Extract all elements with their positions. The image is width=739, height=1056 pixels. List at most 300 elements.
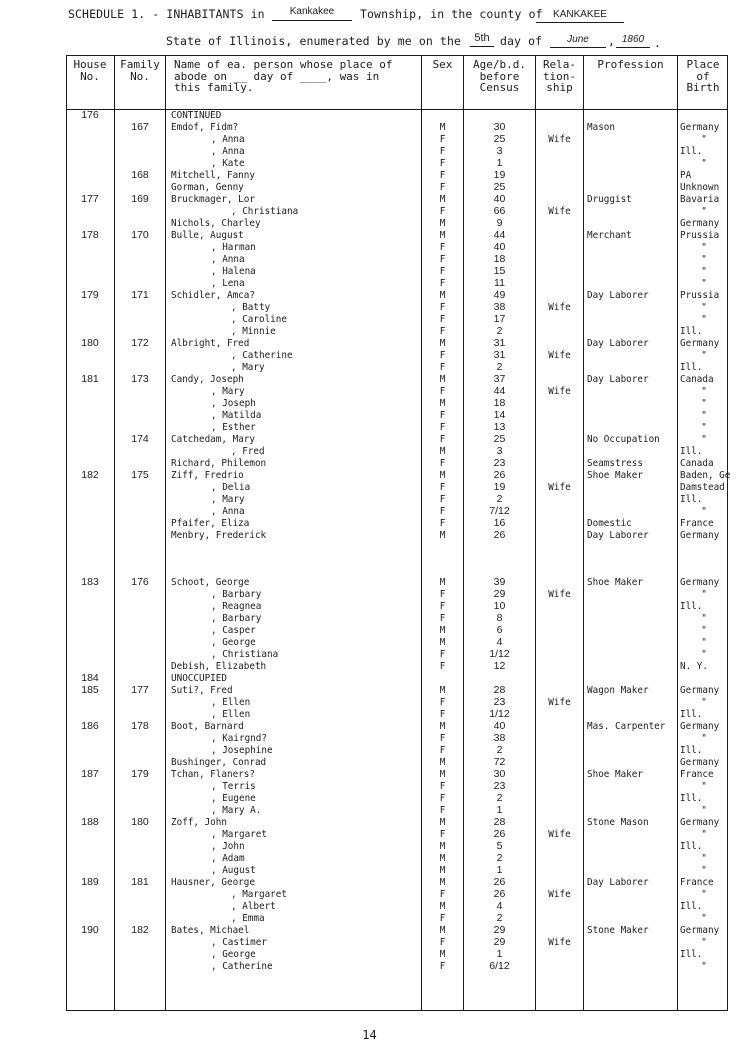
cell-name: , Josephine [211, 745, 273, 756]
cell-profession: Shoe Maker [587, 769, 643, 780]
cell-birth: " [701, 865, 707, 876]
col-divider [583, 55, 584, 1011]
cell-age: 7/12 [489, 505, 510, 517]
cell-sex: M [439, 925, 446, 936]
cell-birth: " [701, 697, 707, 708]
cell-name: Tchan, Flaners? [171, 769, 255, 780]
cell-birth: " [701, 134, 707, 145]
cell-birth: Ill. [680, 745, 703, 756]
cell-sex: F [439, 434, 446, 445]
cell-house: 183 [81, 576, 99, 588]
cell-name: Albright, Fred [171, 338, 250, 349]
cell-birth: Germany [680, 757, 720, 768]
cell-relation: Wife [548, 829, 571, 840]
cell-age: 38 [493, 301, 506, 313]
cell-birth: " [701, 961, 707, 972]
cell-name: , Anna [211, 134, 245, 145]
cell-sex: M [439, 769, 446, 780]
cell-age: 23 [493, 457, 506, 469]
cell-birth: Ill. [680, 841, 703, 852]
day-underline [470, 46, 494, 47]
year-underline [616, 47, 650, 48]
cell-name: , Barbary [211, 613, 262, 624]
cell-profession: Stone Mason [587, 817, 649, 828]
cell-birth: " [701, 266, 707, 277]
cell-sex: F [439, 158, 446, 169]
cell-profession: Day Laborer [587, 338, 649, 349]
cell-age: 2 [496, 912, 503, 924]
cell-family: 176 [131, 576, 149, 588]
cell-birth: " [701, 254, 707, 265]
cell-birth: Bavaria [680, 194, 720, 205]
cell-name: , Ellen [211, 709, 251, 720]
cell-name: , Anna [211, 146, 245, 157]
cell-age: 4 [496, 900, 503, 912]
cell-name: Mitchell, Fanny [171, 170, 255, 181]
cell-name: , Barbary [211, 589, 262, 600]
cell-name: Richard, Philemon [171, 458, 267, 469]
cell-sex: M [439, 841, 446, 852]
cell-age: 2 [496, 361, 503, 373]
cell-birth: France [680, 518, 714, 529]
cell-sex: F [439, 613, 446, 624]
cell-name: , Minnie [231, 326, 276, 337]
cell-house: 188 [81, 816, 99, 828]
day-value: 5th [474, 32, 490, 44]
cell-sex: F [439, 506, 446, 517]
cell-name: Bulle, August [171, 230, 244, 241]
cell-age: 1 [496, 864, 503, 876]
col-header-age: Age/b.d. before Census [473, 58, 526, 94]
cell-family: 180 [131, 816, 149, 828]
cell-house: 176 [81, 109, 99, 121]
cell-sex: M [439, 637, 446, 648]
cell-house: 184 [81, 672, 99, 684]
cell-age: 3 [496, 145, 503, 157]
cell-age: 29 [493, 936, 506, 948]
cell-age: 31 [493, 349, 506, 361]
cell-name: , Christiana [231, 206, 299, 217]
cell-birth: " [701, 637, 707, 648]
cell-age: 13 [493, 421, 506, 433]
cell-name: , Christiana [211, 649, 279, 660]
cell-age: 31 [493, 337, 506, 349]
cell-age: 8 [496, 612, 503, 624]
cell-sex: M [439, 218, 446, 229]
cell-relation: Wife [548, 134, 571, 145]
cell-age: 72 [493, 756, 506, 768]
cell-age: 44 [493, 385, 506, 397]
cell-profession: Stone Maker [587, 925, 649, 936]
cell-sex: F [439, 242, 446, 253]
cell-house: 189 [81, 876, 99, 888]
cell-age: 2 [496, 792, 503, 804]
cell-sex: F [439, 482, 446, 493]
cell-sex: M [439, 901, 446, 912]
cell-age: 1 [496, 948, 503, 960]
cell-birth: Ill. [680, 362, 703, 373]
header-comma: , [608, 34, 616, 48]
county-underline [536, 22, 624, 23]
cell-birth: " [701, 937, 707, 948]
cell-house: 178 [81, 229, 99, 241]
cell-name: Emdof, Fidm? [171, 122, 239, 133]
cell-age: 37 [493, 373, 506, 385]
cell-sex: F [439, 206, 446, 217]
cell-name: , Ellen [211, 697, 251, 708]
cell-age: 2 [496, 325, 503, 337]
cell-sex: M [439, 290, 446, 301]
cell-name: , Mary [211, 386, 245, 397]
cell-name: , Mary A. [211, 805, 262, 816]
cell-profession: Day Laborer [587, 877, 649, 888]
header-township-label: Township, in the county of [360, 7, 543, 21]
cell-sex: F [439, 733, 446, 744]
cell-age: 16 [493, 517, 506, 529]
cell-sex: M [439, 853, 446, 864]
cell-family: 171 [131, 289, 149, 301]
cell-age: 30 [493, 768, 506, 780]
cell-sex: F [439, 134, 446, 145]
cell-birth: Ill. [680, 601, 703, 612]
cell-birth: Ill. [680, 901, 703, 912]
cell-sex: F [439, 494, 446, 505]
cell-birth: Prussia [680, 230, 720, 241]
cell-sex: F [439, 146, 446, 157]
cell-age: 18 [493, 253, 506, 265]
cell-birth: Prussia [680, 290, 720, 301]
cell-age: 11 [494, 277, 505, 289]
cell-birth: " [701, 506, 707, 517]
cell-house: 187 [81, 768, 99, 780]
cell-name: , August [211, 865, 256, 876]
cell-birth: Ill. [680, 326, 703, 337]
cell-birth: Ill. [680, 949, 703, 960]
cell-birth: " [701, 242, 707, 253]
cell-sex: M [439, 577, 446, 588]
header-state-label: State of Illinois, enumerated by me on the [166, 34, 461, 48]
cell-sex: F [439, 829, 446, 840]
cell-name: , Catherine [211, 961, 273, 972]
cell-relation: Wife [548, 350, 571, 361]
cell-name: Bates, Michael [171, 925, 250, 936]
col-divider [165, 55, 166, 1011]
cell-birth: Ill. [680, 709, 703, 720]
cell-birth: " [701, 853, 707, 864]
cell-name: , Eugene [211, 793, 256, 804]
cell-sex: M [439, 530, 446, 541]
cell-family: 170 [131, 229, 149, 241]
cell-sex: M [439, 398, 446, 409]
cell-name: Nichols, Charley [171, 218, 261, 229]
col-header-name: Name of ea. person whose place of abode on __ day of ____, was in this family. [174, 58, 393, 94]
cell-name: Gorman, Genny [171, 182, 244, 193]
cell-sex: M [439, 685, 446, 696]
col-header-place-of-birth: Place of Birth [686, 58, 720, 94]
cell-family: 174 [131, 433, 149, 445]
cell-age: 19 [493, 481, 506, 493]
cell-sex: F [439, 649, 446, 660]
col-divider [114, 55, 115, 1011]
cell-age: 44 [493, 229, 506, 241]
cell-birth: " [701, 350, 707, 361]
header-period: . [654, 36, 662, 50]
cell-name: Schidler, Amca? [171, 290, 255, 301]
cell-sex: F [439, 913, 446, 924]
cell-birth: France [680, 877, 714, 888]
cell-name: Zoff, John [171, 817, 227, 828]
cell-sex: F [439, 961, 446, 972]
cell-birth: Germany [680, 530, 720, 541]
cell-sex: M [439, 338, 446, 349]
cell-birth: Damstead [680, 482, 725, 493]
cell-name: , Matilda [211, 410, 262, 421]
cell-birth: " [701, 278, 707, 289]
cell-age: 2 [496, 493, 503, 505]
cell-age: 25 [493, 181, 506, 193]
cell-family: 177 [131, 684, 149, 696]
cell-name: , Anna [211, 254, 245, 265]
cell-name: , George [211, 949, 256, 960]
cell-age: 6/12 [489, 960, 510, 972]
cell-name: UNOCCUPIED [171, 673, 227, 684]
cell-sex: F [439, 889, 446, 900]
cell-birth: " [701, 398, 707, 409]
cell-name: , Batty [231, 302, 271, 313]
cell-name: Boot, Barnard [171, 721, 244, 732]
cell-profession: Day Laborer [587, 530, 649, 541]
cell-sex: F [439, 745, 446, 756]
cell-family: 167 [131, 121, 149, 133]
col-header-house: House No. [73, 58, 107, 83]
cell-age: 28 [493, 816, 506, 828]
cell-house: 190 [81, 924, 99, 936]
cell-birth: Canada [680, 374, 714, 385]
cell-name: , Fred [231, 446, 265, 457]
cell-name: Pfaifer, Eliza [171, 518, 250, 529]
cell-birth: " [701, 805, 707, 816]
cell-sex: F [439, 937, 446, 948]
cell-age: 26 [493, 469, 506, 481]
cell-name: , Delia [211, 482, 251, 493]
cell-age: 4 [496, 636, 503, 648]
cell-sex: M [439, 625, 446, 636]
month-value: June [567, 34, 589, 45]
township-value: Kankakee [289, 6, 335, 17]
cell-birth: " [701, 829, 707, 840]
cell-profession: Domestic [587, 518, 632, 529]
cell-sex: F [439, 350, 446, 361]
cell-sex: M [439, 122, 446, 133]
cell-family: 182 [131, 924, 149, 936]
census-table [66, 55, 731, 1011]
cell-birth: Baden, Ge [680, 470, 731, 481]
cell-age: 12 [493, 660, 506, 672]
cell-birth: " [701, 733, 707, 744]
cell-birth: " [701, 422, 707, 433]
cell-sex: F [439, 278, 446, 289]
cell-name: , Joseph [211, 398, 256, 409]
cell-birth: " [701, 314, 707, 325]
cell-age: 38 [493, 732, 506, 744]
cell-birth: " [701, 649, 707, 660]
cell-name: , Reagnea [211, 601, 262, 612]
cell-name: , Adam [211, 853, 245, 864]
cell-age: 15 [493, 265, 506, 277]
col-divider [535, 55, 536, 1011]
cell-sex: M [439, 194, 446, 205]
cell-birth: Germany [680, 122, 720, 133]
cell-birth: " [701, 889, 707, 900]
cell-age: 18 [493, 397, 506, 409]
cell-age: 25 [493, 133, 506, 145]
cell-sex: F [439, 518, 446, 529]
cell-age: 66 [493, 205, 506, 217]
county-value: KANKAKEE [553, 9, 607, 20]
cell-sex: F [439, 601, 446, 612]
cell-age: 26 [493, 529, 506, 541]
cell-birth: " [701, 386, 707, 397]
cell-profession: No Occupation [587, 434, 660, 445]
cell-sex: M [439, 817, 446, 828]
cell-sex: M [439, 446, 446, 457]
cell-relation: Wife [548, 889, 571, 900]
cell-age: 10 [493, 600, 506, 612]
cell-name: Bushinger, Conrad [171, 757, 267, 768]
cell-birth: Ill. [680, 793, 703, 804]
cell-age: 26 [493, 888, 506, 900]
cell-relation: Wife [548, 386, 571, 397]
cell-age: 23 [493, 696, 506, 708]
cell-relation: Wife [548, 937, 571, 948]
cell-name: Suti?, Fred [171, 685, 233, 696]
cell-birth: " [701, 625, 707, 636]
cell-age: 25 [493, 433, 506, 445]
cell-birth: " [701, 434, 707, 445]
cell-family: 172 [131, 337, 149, 349]
cell-name: , Castimer [211, 937, 267, 948]
cell-name: , Caroline [231, 314, 287, 325]
cell-birth: " [701, 158, 707, 169]
cell-house: 185 [81, 684, 99, 696]
cell-birth: PA [680, 170, 692, 181]
cell-age: 29 [493, 588, 506, 600]
cell-name: , Mary [231, 362, 265, 373]
cell-name: CONTINUED [171, 110, 222, 121]
header-dayof-label: day of [500, 34, 543, 48]
cell-sex: F [439, 386, 446, 397]
cell-birth: Canada [680, 458, 714, 469]
cell-birth: Ill. [680, 146, 703, 157]
cell-birth: Ill. [680, 446, 703, 457]
cell-family: 181 [131, 876, 149, 888]
cell-name: , Albert [231, 901, 276, 912]
cell-profession: Shoe Maker [587, 577, 643, 588]
cell-name: Bruckmager, Lor [171, 194, 255, 205]
cell-sex: F [439, 697, 446, 708]
cell-house: 186 [81, 720, 99, 732]
cell-age: 40 [493, 193, 506, 205]
cell-birth: N. Y. [680, 661, 708, 672]
cell-family: 168 [131, 169, 149, 181]
cell-sex: F [439, 422, 446, 433]
col-header-sex: Sex [432, 58, 453, 71]
cell-birth: " [701, 206, 707, 217]
cell-relation: Wife [548, 589, 571, 600]
cell-name: , John [211, 841, 245, 852]
cell-sex: F [439, 266, 446, 277]
cell-birth: Germany [680, 685, 720, 696]
cell-age: 1 [496, 157, 503, 169]
cell-age: 1 [496, 804, 503, 816]
cell-house: 180 [81, 337, 99, 349]
cell-name: , Mary [211, 494, 245, 505]
page-number: 14 [362, 1028, 377, 1042]
cell-age: 17 [493, 313, 506, 325]
cell-sex: M [439, 230, 446, 241]
cell-name: , George [211, 637, 256, 648]
col-header-relationship: Rela- tion- ship [542, 58, 577, 94]
cell-sex: F [439, 709, 446, 720]
cell-birth: Germany [680, 577, 720, 588]
header-schedule-label: SCHEDULE 1. - INHABITANTS in [68, 7, 265, 21]
cell-name: Catchedam, Mary [171, 434, 255, 445]
cell-family: 169 [131, 193, 149, 205]
cell-sex: F [439, 805, 446, 816]
cell-age: 28 [493, 684, 506, 696]
cell-name: , Catherine [231, 350, 293, 361]
township-underline [272, 20, 352, 21]
cell-age: 19 [493, 169, 506, 181]
cell-name: , Margaret [231, 889, 287, 900]
cell-name: , Anna [211, 506, 245, 517]
cell-age: 29 [493, 924, 506, 936]
cell-birth: France [680, 769, 714, 780]
cell-sex: F [439, 182, 446, 193]
cell-name: , Kate [211, 158, 245, 169]
cell-sex: F [439, 781, 446, 792]
cell-sex: F [439, 302, 446, 313]
cell-sex: F [439, 458, 446, 469]
cell-sex: M [439, 949, 446, 960]
cell-relation: Wife [548, 206, 571, 217]
cell-birth: " [701, 302, 707, 313]
cell-birth: Germany [680, 817, 720, 828]
cell-age: 2 [496, 744, 503, 756]
cell-house: 177 [81, 193, 99, 205]
cell-age: 6 [496, 624, 503, 636]
cell-age: 30 [493, 121, 506, 133]
cell-birth: " [701, 913, 707, 924]
cell-name: Hausner, George [171, 877, 255, 888]
cell-house: 179 [81, 289, 99, 301]
cell-profession: Shoe Maker [587, 470, 643, 481]
cell-relation: Wife [548, 302, 571, 313]
cell-sex: F [439, 661, 446, 672]
cell-age: 39 [493, 576, 506, 588]
cell-name: , Margaret [211, 829, 267, 840]
cell-name: , Harman [211, 242, 256, 253]
col-header-profession: Profession [597, 58, 664, 71]
cell-name: , Casper [211, 625, 256, 636]
cell-sex: F [439, 254, 446, 265]
cell-sex: F [439, 326, 446, 337]
cell-profession: Day Laborer [587, 374, 649, 385]
cell-birth: Germany [680, 925, 720, 936]
cell-sex: F [439, 170, 446, 181]
cell-sex: M [439, 721, 446, 732]
cell-relation: Wife [548, 697, 571, 708]
